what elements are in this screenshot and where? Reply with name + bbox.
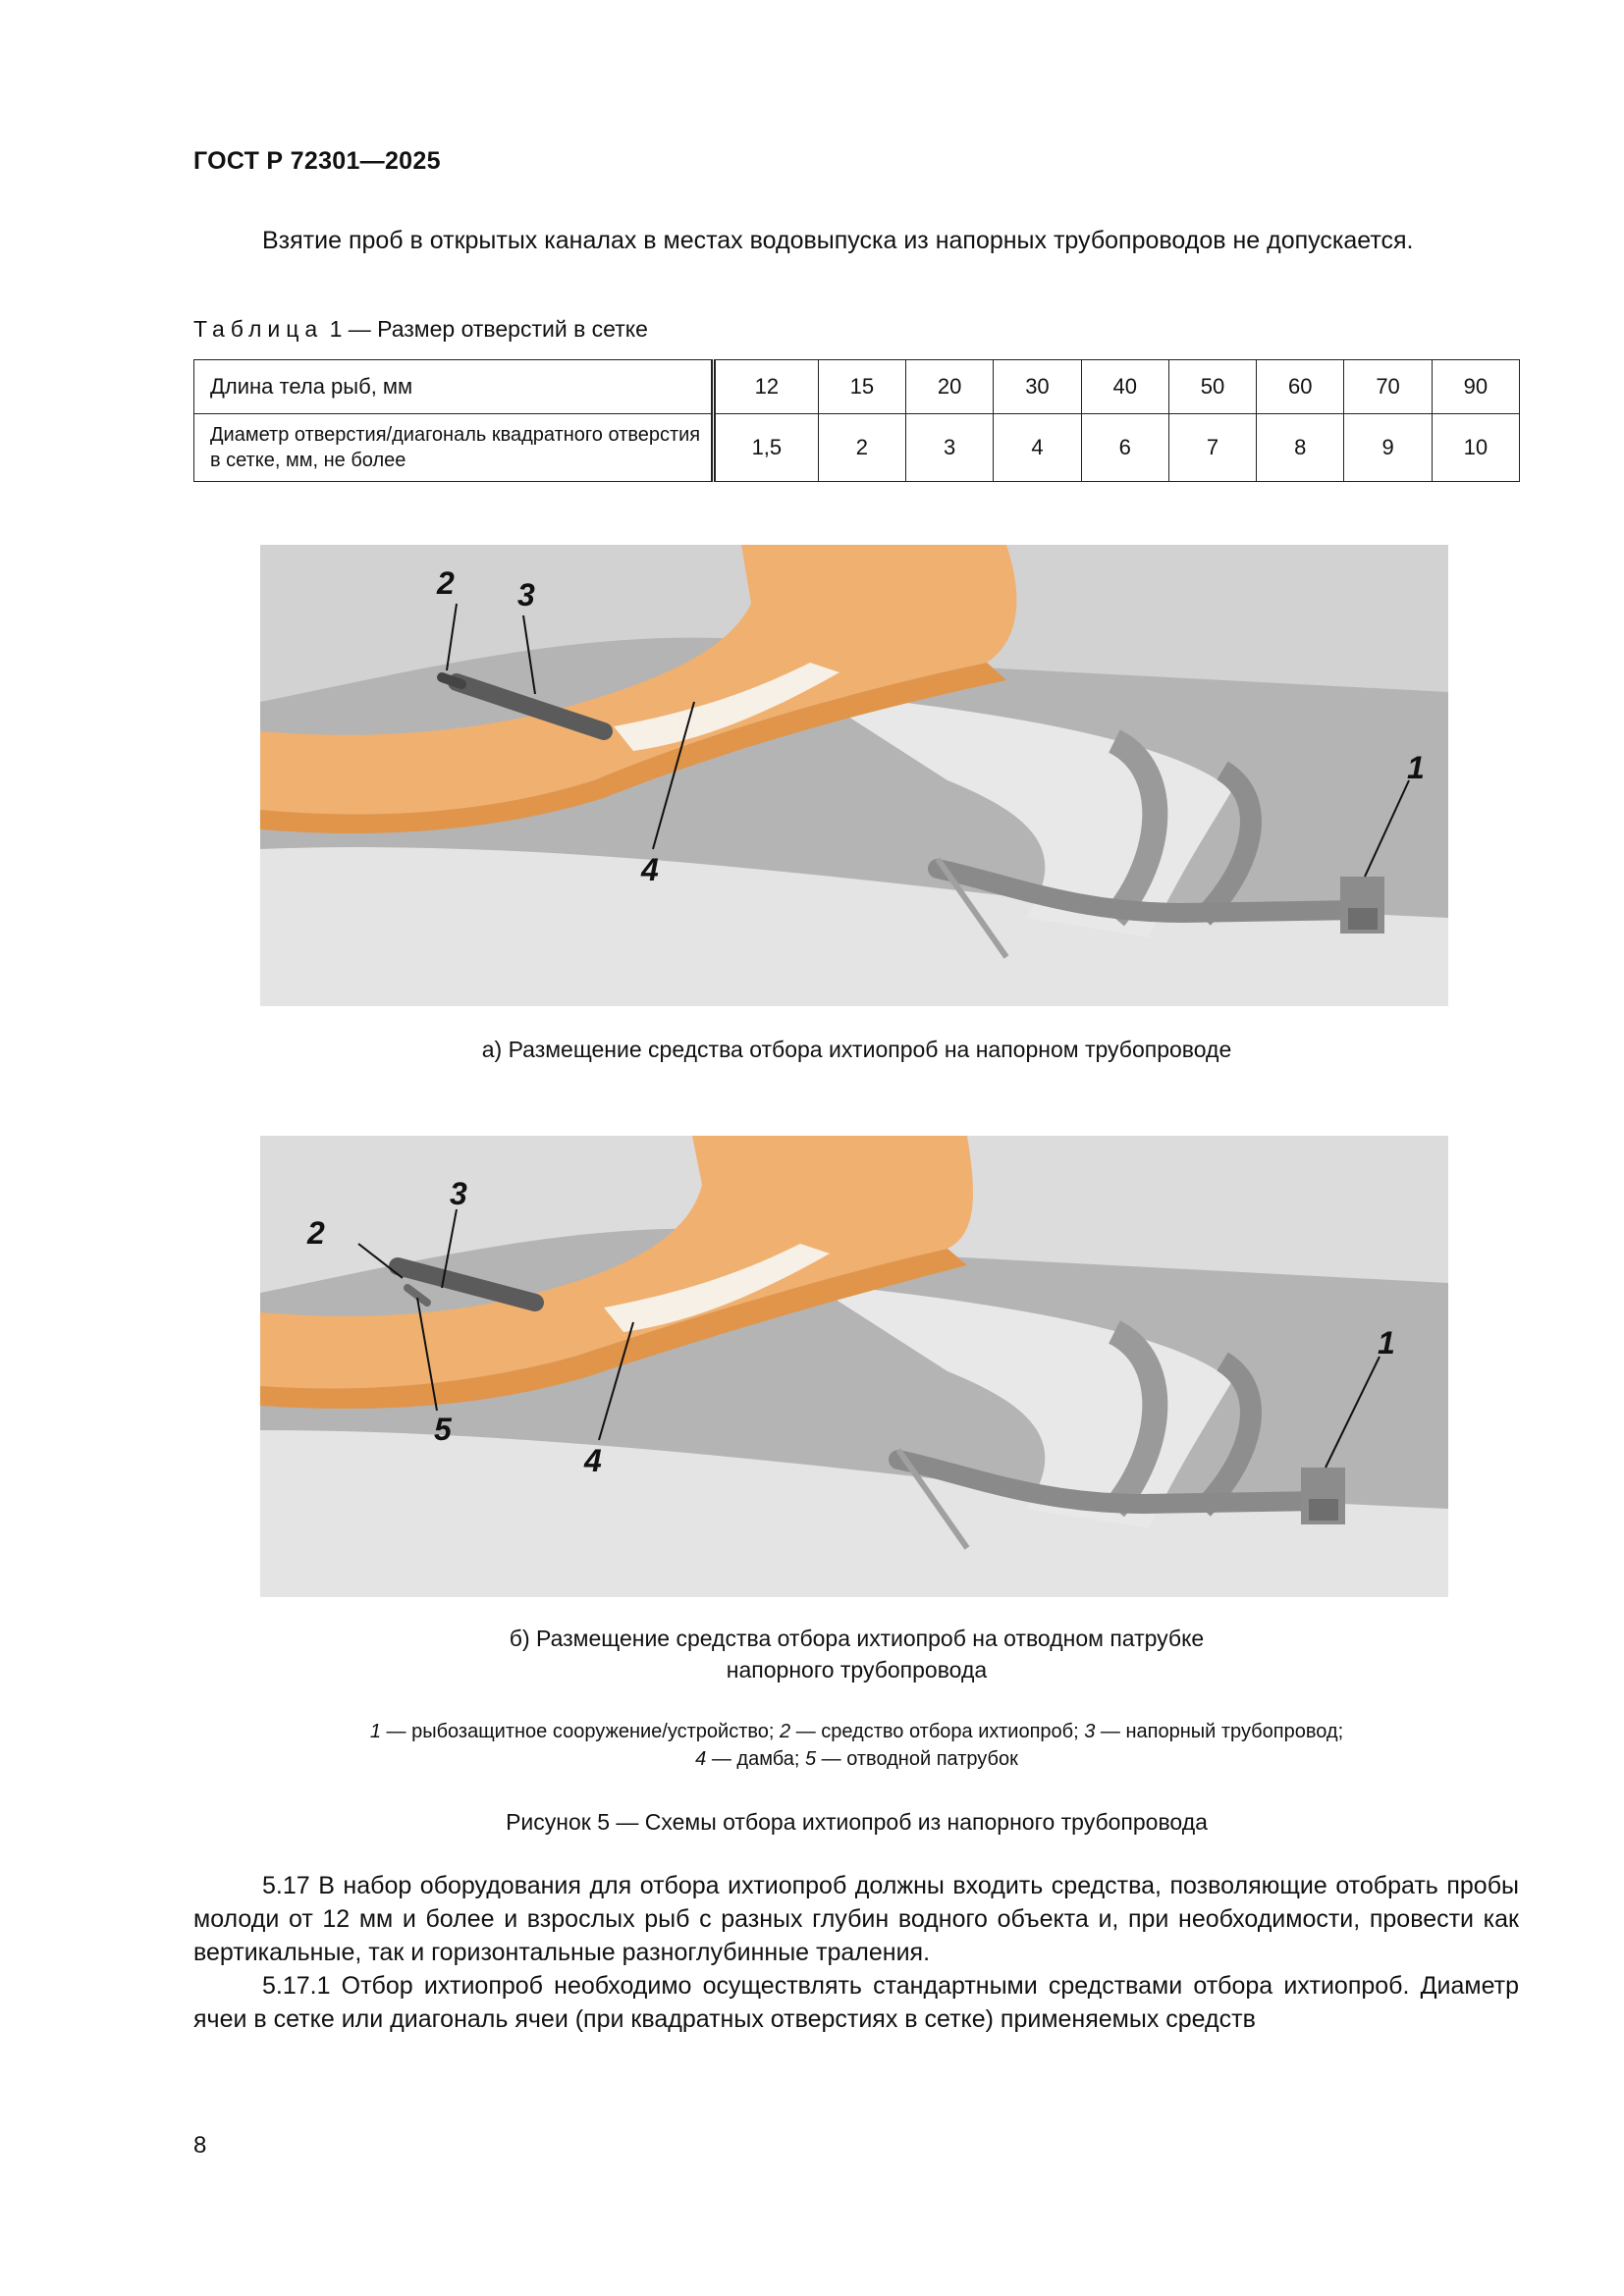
legend-text: — дамба; (706, 1748, 805, 1770)
mesh-size-table (193, 359, 1520, 482)
figure-b-caption-line-1: б) Размещение средства отбора ихтиопроб на отводном патрубке (509, 1626, 1205, 1651)
table-cell: 2 (818, 414, 905, 482)
table-cell: 7 (1168, 414, 1256, 482)
figure-a-sampler (442, 677, 461, 684)
legend-number: 5 (804, 1748, 817, 1770)
legend-text: — средство отбора ихтиопроб; (790, 1721, 1085, 1742)
figure-b-label-2: 2 (307, 1215, 325, 1251)
paragraph-5-17: 5.17 В набор оборудования для отбора ихтиопроб должны входить средства, позволяющие отобрать пробы молоди от 12 мм и более и взрослых рыб с разных глубин водного объекта и, при необходимости, провести как вертикальные, так и горизонтальные разноглубинные траления. (193, 1872, 1519, 1966)
table-cell: 9 (1344, 414, 1432, 482)
figure-b-caption (193, 1623, 1520, 1685)
table-cell: 1,5 (714, 414, 819, 482)
table-cell: 3 (906, 414, 994, 482)
table-cell: 30 (994, 360, 1081, 414)
legend-number: 4 (695, 1748, 707, 1770)
table-caption (193, 316, 648, 343)
table-cell: 8 (1257, 414, 1344, 482)
page-number: 8 (193, 2132, 207, 2159)
legend-text: — отводной патрубок (816, 1748, 1018, 1770)
table-caption-word: Таблица (193, 316, 324, 342)
figure-legend (193, 1718, 1520, 1773)
figure-b-label-1: 1 (1378, 1325, 1395, 1361)
table-cell: 70 (1344, 360, 1432, 414)
legend-line-2 (193, 1745, 1520, 1773)
document-header: ГОСТ Р 72301—2025 (193, 147, 441, 175)
table-cell: 12 (714, 360, 819, 414)
figure-a-label-3: 3 (517, 577, 535, 613)
legend-text: — рыбозащитное сооружение/устройство; (380, 1721, 781, 1742)
table-cell: 90 (1432, 360, 1519, 414)
table-cell: 4 (994, 414, 1081, 482)
table-cell: 15 (818, 360, 905, 414)
table-cell: 10 (1432, 414, 1519, 482)
figure-a-label-4: 4 (641, 852, 659, 887)
figure-b-label-5: 5 (434, 1412, 452, 1447)
figure-a-label-1: 1 (1407, 750, 1425, 785)
legend-number: 1 (369, 1721, 381, 1742)
table-row (194, 360, 1520, 414)
intro-paragraph: Взятие проб в открытых каналах в местах водовыпуска из напорных трубопроводов не допускается. (262, 227, 1414, 254)
figure-b-caption-line-2: напорного трубопровода (726, 1657, 988, 1682)
legend-line-1 (193, 1718, 1520, 1745)
paragraph-5-17-1: 5.17.1 Отбор ихтиопроб необходимо осуществлять стандартными средствами отбора ихтиопроб. Диаметр ячеи в сетке или диагональ ячеи (при квадратных отверстиях в сетке) применяемых средств (193, 1972, 1519, 2033)
table-cell: 60 (1257, 360, 1344, 414)
legend-text: — напорный трубопровод; (1095, 1721, 1344, 1742)
figure-title: Рисунок 5 — Схемы отбора ихтиопроб из напорного трубопровода (506, 1809, 1208, 1835)
legend-number: 3 (1084, 1721, 1096, 1742)
legend-number: 2 (780, 1721, 791, 1742)
figure-a-illustration (260, 545, 1448, 1006)
table-row (194, 414, 1520, 482)
figure-a-label-2: 2 (437, 565, 455, 601)
row-header-fish-length: Длина тела рыб, мм (194, 360, 714, 414)
table-cell: 20 (906, 360, 994, 414)
figure-b-illustration (260, 1136, 1448, 1597)
table-cell: 6 (1081, 414, 1168, 482)
figure-b-label-3: 3 (450, 1176, 467, 1211)
figure-a-caption: а) Размещение средства отбора ихтиопроб на напорном трубопроводе (481, 1037, 1232, 1062)
table-cell: 50 (1168, 360, 1256, 414)
row-header-hole-diameter: Диаметр отверстия/диагональ квадратного отверстия в сетке, мм, не более (194, 414, 714, 482)
table-caption-text: 1 — Размер отверстий в сетке (323, 316, 648, 342)
figure-b-label-4: 4 (584, 1443, 602, 1478)
table-cell: 40 (1081, 360, 1168, 414)
